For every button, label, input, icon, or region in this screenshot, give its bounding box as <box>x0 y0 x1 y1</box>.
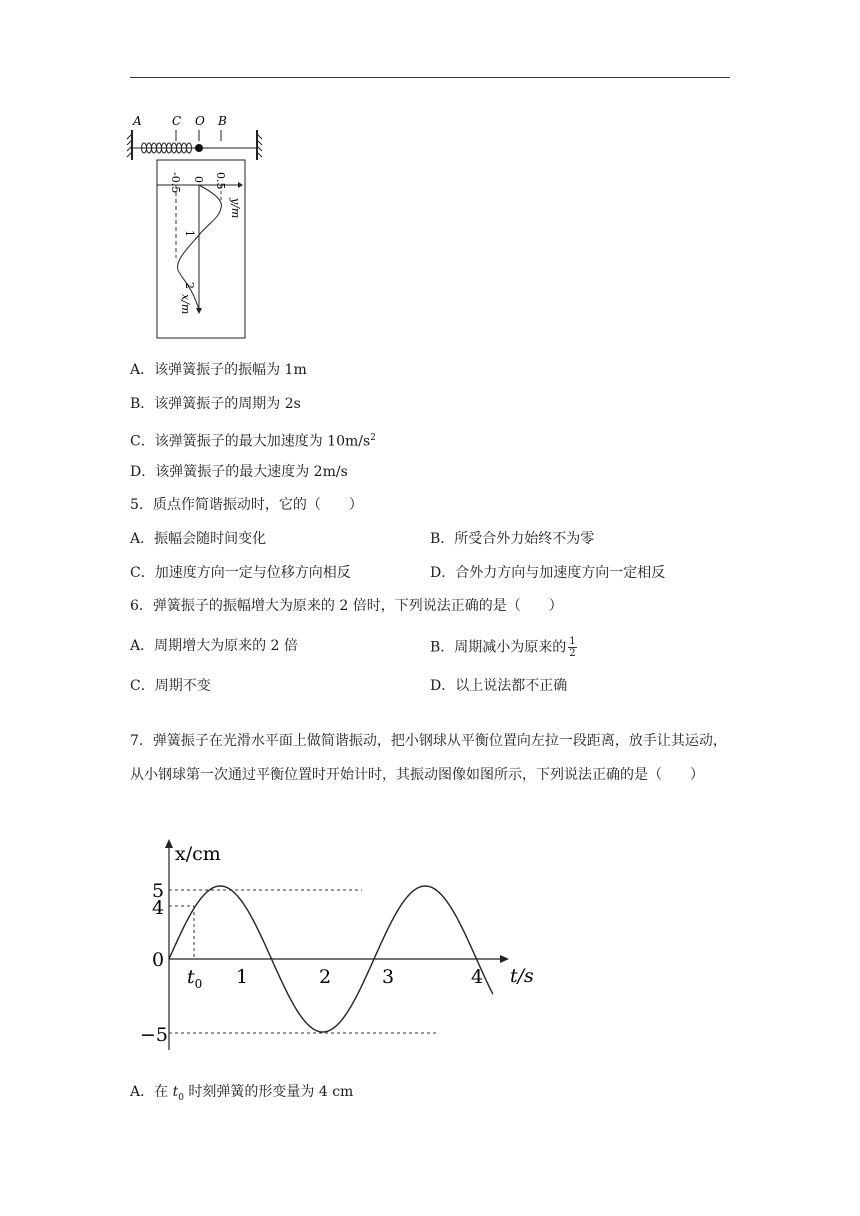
chart-y-label: x/cm <box>175 843 221 865</box>
y-tick-pos: 0.5 <box>214 172 227 190</box>
label-c: C <box>172 114 182 128</box>
x-axis-label: x/m <box>179 294 192 315</box>
label-a: A <box>133 114 142 128</box>
x-tick-1: 1 <box>236 966 249 988</box>
q7-option-a-sub: 0 <box>178 1092 184 1103</box>
q7-option-a <box>130 1082 353 1108</box>
fraction-denominator: 2 <box>569 648 576 659</box>
spring-graph-curve <box>178 185 222 310</box>
q6-option-b <box>430 636 577 659</box>
fraction-numerator: 1 <box>569 636 576 647</box>
q4-option-b: B．该弹簧振子的周期为 2s <box>130 396 301 412</box>
q7-option-a-suffix: 时刻弹簧的形变量为 4 cm <box>183 1084 354 1100</box>
q5-stem: 5．质点作简谐振动时，它的（ ） <box>130 497 363 513</box>
q4-option-c <box>130 428 376 452</box>
x-tick-3: 3 <box>382 966 395 988</box>
q7-option-a-prefix: A．在 <box>130 1084 173 1100</box>
y-tick-0: 0 <box>152 949 165 971</box>
q5-option-d: D．合外力方向与加速度方向一定相反 <box>430 565 666 581</box>
t0-sub: 0 <box>194 977 203 991</box>
q5-option-b: B．所受合外力始终不为零 <box>430 531 595 547</box>
q5-option-c: C．加速度方向一定与位移方向相反 <box>130 565 351 581</box>
y-tick-minus5: −5 <box>140 1024 169 1046</box>
q4-option-d: D．该弹簧振子的最大速度为 2m/s <box>130 464 348 480</box>
q5-option-a: A．振幅会随时间变化 <box>130 531 267 547</box>
q7-stem: 7．弹簧振子在光滑水平面上做简谐振动，把小钢球从平衡位置向左拉一段距离，放手让其运动，从小钢球第一次通过平衡位置时开始计时，其振动图像如图所示，下列说法正确的是（ ） <box>130 733 727 783</box>
y-tick-neg: -0.5 <box>169 172 182 194</box>
q6-fraction <box>568 636 576 659</box>
header-rule <box>130 77 730 78</box>
x-tick-1: 1 <box>183 230 196 237</box>
q6-option-b-text: B．周期减小为原来的 <box>430 639 567 656</box>
x-tick-2: 2 <box>183 282 196 289</box>
y-tick-4: 4 <box>152 897 165 919</box>
label-o: O <box>195 114 205 128</box>
x-tick-2: 2 <box>319 966 332 988</box>
q6-option-c: C．周期不变 <box>130 678 211 694</box>
q6-option-a: A．周期增大为原来的 2 倍 <box>130 638 298 654</box>
ball <box>195 144 203 152</box>
q6-option-d: D．以上说法都不正确 <box>430 678 568 694</box>
y-tick-5: 5 <box>152 880 165 902</box>
q4-option-a: A．该弹簧振子的振幅为 1m <box>130 362 307 378</box>
label-b: B <box>218 114 227 128</box>
y-tick-zero: 0 <box>192 176 205 183</box>
x-tick-4: 4 <box>471 966 484 988</box>
q7-option-a-var: t <box>172 1084 179 1100</box>
y-axis-label: y/m <box>229 198 242 219</box>
vibration-chart <box>130 838 550 1058</box>
chart-x-label: t/s <box>510 965 534 987</box>
t0-var: t <box>187 966 195 988</box>
t0-label <box>187 966 202 991</box>
q6-stem: 6．弹簧振子的振幅增大为原来的 2 倍时，下列说法正确的是（ ） <box>130 598 563 614</box>
q4-option-c-sup: 2 <box>370 433 376 443</box>
q4-option-c-text: C．该弹簧振子的最大加速度为 10m/s <box>130 433 371 450</box>
spring-figure <box>120 110 270 345</box>
